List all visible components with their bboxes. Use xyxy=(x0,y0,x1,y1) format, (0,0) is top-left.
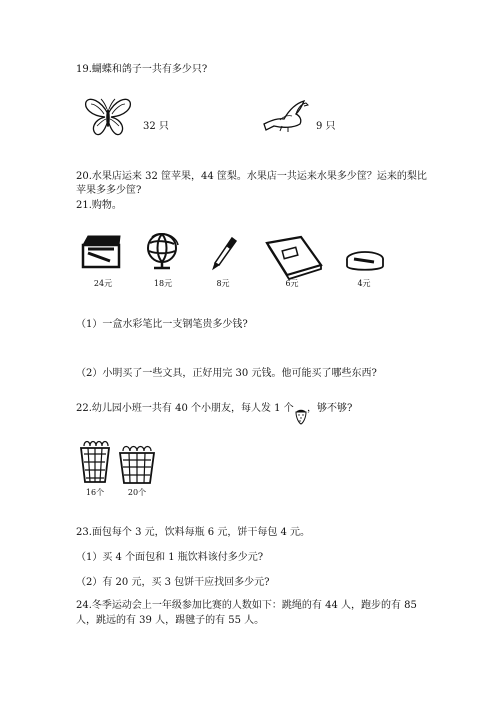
basket-label-2: 20个 xyxy=(127,488,147,497)
pencil-box-icon xyxy=(80,233,122,271)
pen-price: 8元 xyxy=(216,279,230,288)
pencil-sharpener-price: 4元 xyxy=(357,279,371,288)
q22-text-after: ，够不够? xyxy=(307,403,353,414)
basket-icon xyxy=(78,438,112,484)
strawberry-icon xyxy=(294,407,308,425)
q22-text-before: 22.幼儿园小班一共有 40 个小朋友，每人发 1 个 xyxy=(76,403,294,414)
q20-line2: 苹果多多少筐? xyxy=(76,185,142,196)
pencil-box-price: 24元 xyxy=(93,279,113,288)
q24-line2: 人，跳远的有 39 人，踢毽子的有 55 人。 xyxy=(76,615,265,626)
butterfly-icon xyxy=(83,96,133,138)
notebook-price: 6元 xyxy=(285,279,299,288)
pen-icon xyxy=(210,235,238,271)
q23-sub1: （1）买 4 个面包和 1 瓶饮料该付多少元? xyxy=(76,552,264,563)
pigeon-icon xyxy=(260,98,310,134)
q23-sub2: （2）有 20 元，买 3 包饼干应找回多少元? xyxy=(76,577,270,588)
q23-title: 23.面包每个 3 元，饮料每瓶 6 元，饼干每包 4 元。 xyxy=(76,527,311,538)
q19-title: 19.蝴蝶和鸽子一共有多少只? xyxy=(76,64,208,75)
q21-sub1: （1）一盒水彩笔比一支钢笔贵多少钱? xyxy=(76,319,248,330)
q24-line1: 24.冬季运动会上一年级参加比赛的人数如下：跳绳的有 44 人，跑步的有 85 xyxy=(76,600,417,611)
q21-title: 21.购物。 xyxy=(76,200,122,211)
globe-price: 18元 xyxy=(153,279,173,288)
notebook-icon xyxy=(263,235,325,281)
pencil-sharpener-icon xyxy=(344,250,386,276)
basket-icon xyxy=(117,443,157,485)
q21-sub2: （2）小明买了一些文具，正好用完 30 元钱。他可能买了哪些东西? xyxy=(76,368,377,379)
globe-icon xyxy=(142,231,184,271)
basket-label-1: 16个 xyxy=(85,488,105,497)
q20-line1: 20.水果店运来 32 筐苹果，44 筐梨。水果店一共运来水果多少筐？运来的梨比 xyxy=(76,171,427,182)
pigeon-count: 9 只 xyxy=(316,121,336,132)
butterfly-count: 32 只 xyxy=(143,121,169,132)
